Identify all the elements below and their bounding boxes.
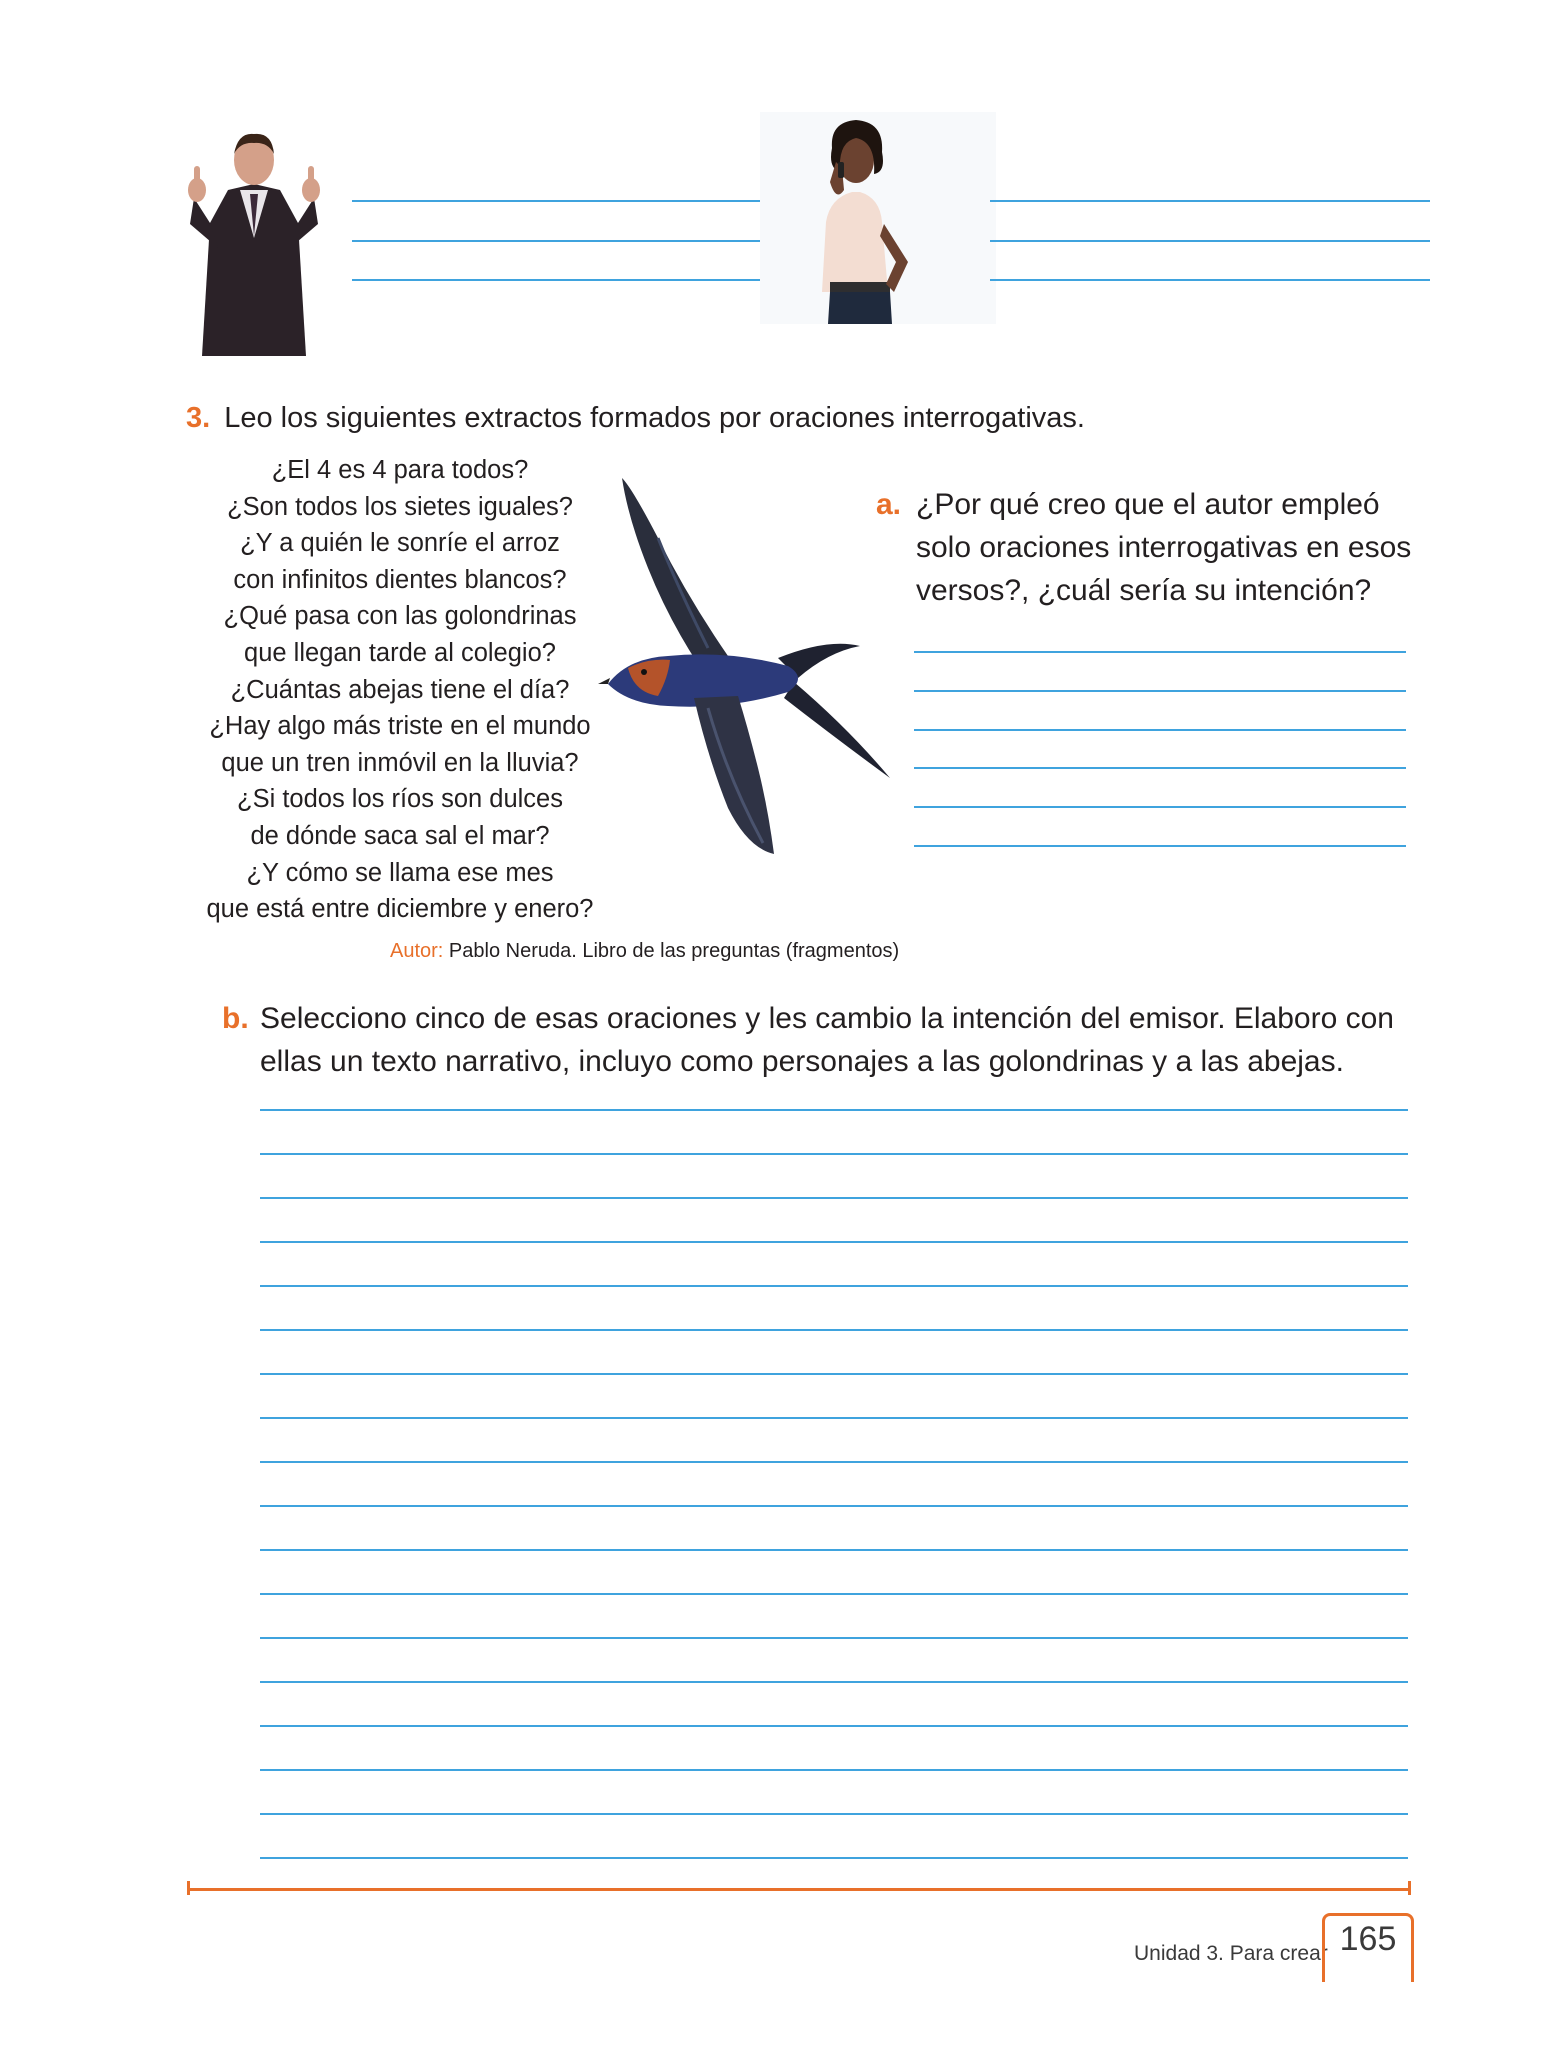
man-thumbs-up-photo [188, 128, 320, 356]
question-a-letter: a. [876, 488, 902, 521]
poem-line: ¿Hay algo más triste en el mundo [209, 712, 591, 741]
author-text: Pablo Neruda. Libro de las preguntas (fragmentos) [448, 940, 900, 962]
answer-b-line[interactable] [260, 1241, 1408, 1243]
swallow-bird-image [598, 478, 898, 858]
swallow-icon [598, 478, 890, 854]
answer-b-line[interactable] [260, 1769, 1408, 1771]
answer-a-line[interactable] [914, 690, 1406, 692]
poem-line: que llegan tarde al colegio? [244, 638, 556, 667]
poem-line: que está entre diciembre y enero? [206, 895, 594, 924]
answer-a-line[interactable] [914, 729, 1406, 731]
question-b-text: Selecciono cinco de esas oraciones y les cambio la intención del emisor. Elaboro con ellas un texto narrativo, incluyo como personajes a las golondrinas y a las abejas. [260, 1002, 1394, 1078]
exercise-heading [186, 402, 1085, 435]
answer-b-line[interactable] [260, 1109, 1408, 1111]
answer-a-line[interactable] [914, 651, 1406, 653]
poem [190, 452, 610, 928]
poem-line: ¿Son todos los sietes iguales? [227, 492, 573, 521]
man-figure-icon [188, 134, 320, 356]
answer-b-line[interactable] [260, 1725, 1408, 1727]
poem-line: ¿Cuántas abejas tiene el día? [230, 675, 570, 704]
poem-line: ¿Qué pasa con las golondrinas [223, 602, 577, 631]
answer-a-line[interactable] [914, 806, 1406, 808]
answer-a-line[interactable] [914, 845, 1406, 847]
woman-on-phone-photo [760, 112, 996, 324]
answer-b-line[interactable] [260, 1153, 1408, 1155]
poem-line: de dónde saca sal el mar? [250, 821, 550, 850]
answer-b-line[interactable] [260, 1329, 1408, 1331]
answer-b-line[interactable] [260, 1593, 1408, 1595]
answer-b-line[interactable] [260, 1285, 1408, 1287]
footer-divider [188, 1888, 1410, 1891]
footer-divider-tick-right [1408, 1881, 1411, 1895]
question-a-text: ¿Por qué creo que el autor empleó solo oraciones interrogativas en esos versos?, ¿cuál sería su intención? [916, 488, 1412, 607]
exercise-number: 3. [186, 402, 211, 434]
exercise-title: Leo los siguientes extractos formados por oraciones interrogativas. [224, 402, 1085, 434]
question-b-letter: b. [222, 1002, 249, 1035]
poem-author [390, 940, 899, 963]
footer-divider-tick-left [187, 1881, 190, 1895]
poem-line: que un tren inmóvil en la lluvia? [221, 748, 579, 777]
answer-b-line[interactable] [260, 1197, 1408, 1199]
answer-b-line[interactable] [260, 1505, 1408, 1507]
answer-b-line[interactable] [260, 1417, 1408, 1419]
answer-b-line[interactable] [260, 1857, 1408, 1859]
answer-a-line[interactable] [914, 767, 1406, 769]
answer-b-line[interactable] [260, 1637, 1408, 1639]
answer-b-line[interactable] [260, 1813, 1408, 1815]
author-label: Autor: [390, 940, 444, 962]
answer-b-line[interactable] [260, 1461, 1408, 1463]
poem-line: ¿Y cómo se llama ese mes [246, 858, 554, 887]
question-b [222, 997, 1422, 1083]
answer-b-line[interactable] [260, 1549, 1408, 1551]
unit-label: Unidad 3. Para crear [1134, 1942, 1328, 1965]
answer-b-line[interactable] [260, 1373, 1408, 1375]
answer-b-line[interactable] [260, 1681, 1408, 1683]
question-a [876, 483, 1436, 612]
page-number: 165 [1339, 1920, 1397, 1958]
poem-line: con infinitos dientes blancos? [233, 565, 567, 594]
poem-line: ¿Si todos los ríos son dulces [237, 785, 563, 814]
poem-line: ¿Y a quién le sonríe el arroz [240, 529, 560, 558]
poem-line: ¿El 4 es 4 para todos? [271, 456, 529, 484]
